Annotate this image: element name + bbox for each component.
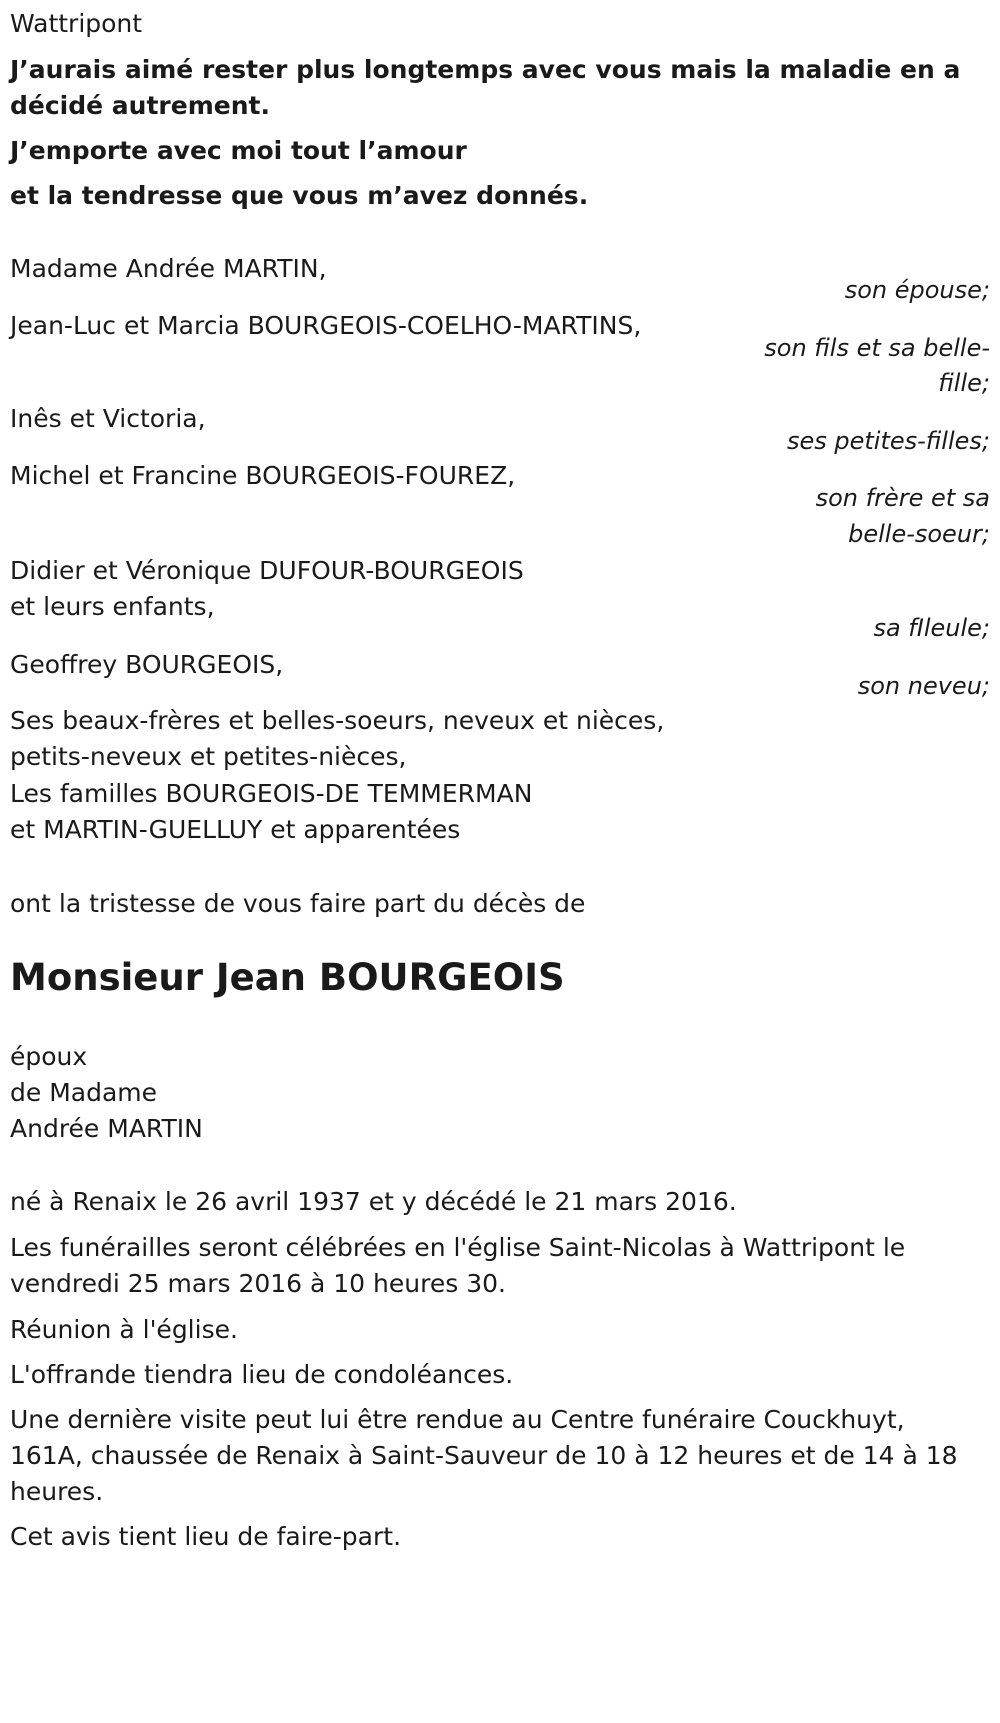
spouse-line: époux: [10, 1042, 88, 1071]
place-name: Wattripont: [10, 9, 143, 38]
deceased-name: Monsieur Jean BOURGEOIS: [10, 956, 565, 999]
extended-family-line: petits-neveux et petites-nièces,: [10, 742, 407, 771]
notice-text: Cet avis tient lieu de faire-part.: [10, 1522, 402, 1551]
announcement-text: ont la tristesse de vous faire part du décès de: [10, 889, 586, 918]
spouse-line: de Madame: [10, 1078, 158, 1107]
quote-line: décidé autrement.: [10, 91, 270, 120]
quote-line: et la tendresse que vous m’avez donnés.: [10, 181, 589, 210]
family-relation: son épouse;: [844, 276, 990, 304]
visit-text: 161A, chaussée de Renaix à Saint-Sauveur de 10 à 12 heures et de 14 à 18: [10, 1441, 958, 1470]
family-relation: ses petites-filles;: [786, 427, 990, 455]
offering-text: L'offrande tiendra lieu de condoléances.: [10, 1360, 514, 1389]
birth-death-text: né à Renaix le 26 avril 1937 et y décédé le 21 mars 2016.: [10, 1187, 737, 1216]
family-relation: sa fIleule;: [873, 614, 990, 642]
family-member-name: et leurs enfants,: [10, 592, 215, 621]
family-member-name: Didier et Véronique DUFOUR-BOURGEOIS: [10, 556, 524, 585]
family-relation: belle-soeur;: [848, 520, 990, 548]
family-member-name: Jean-Luc et Marcia BOURGEOIS-COELHO-MARTINS,: [10, 311, 642, 340]
visit-text: heures.: [10, 1477, 104, 1506]
family-member-name: Geoffrey BOURGEOIS,: [10, 650, 284, 679]
extended-family-line: et MARTIN-GUELLUY et apparentées: [10, 815, 461, 844]
quote-line: J’emporte avec moi tout l’amour: [10, 136, 467, 165]
family-member-name: Madame Andrée MARTIN,: [10, 254, 327, 283]
funeral-text: Les funérailles seront célébrées en l'église Saint-Nicolas à Wattripont le: [10, 1233, 906, 1262]
funeral-text: vendredi 25 mars 2016 à 10 heures 30.: [10, 1269, 506, 1298]
quote-line: J’aurais aimé rester plus longtemps avec vous mais la maladie en a: [10, 55, 961, 84]
extended-family-line: Les familles BOURGEOIS-DE TEMMERMAN: [10, 779, 533, 808]
extended-family-line: Ses beaux-frères et belles-soeurs, neveux et nièces,: [10, 706, 665, 735]
family-member-name: Inês et Victoria,: [10, 404, 206, 433]
spouse-line: Andrée MARTIN: [10, 1114, 203, 1143]
visit-text: Une dernière visite peut lui être rendue au Centre funéraire Couckhuyt,: [10, 1405, 905, 1434]
family-relation: son frère et sa: [815, 484, 990, 512]
meeting-text: Réunion à l'église.: [10, 1315, 238, 1344]
family-relation: son fils et sa belle-: [764, 334, 990, 362]
family-member-name: Michel et Francine BOURGEOIS-FOUREZ,: [10, 461, 516, 490]
family-relation: fille;: [938, 369, 990, 397]
family-relation: son neveu;: [857, 672, 990, 700]
